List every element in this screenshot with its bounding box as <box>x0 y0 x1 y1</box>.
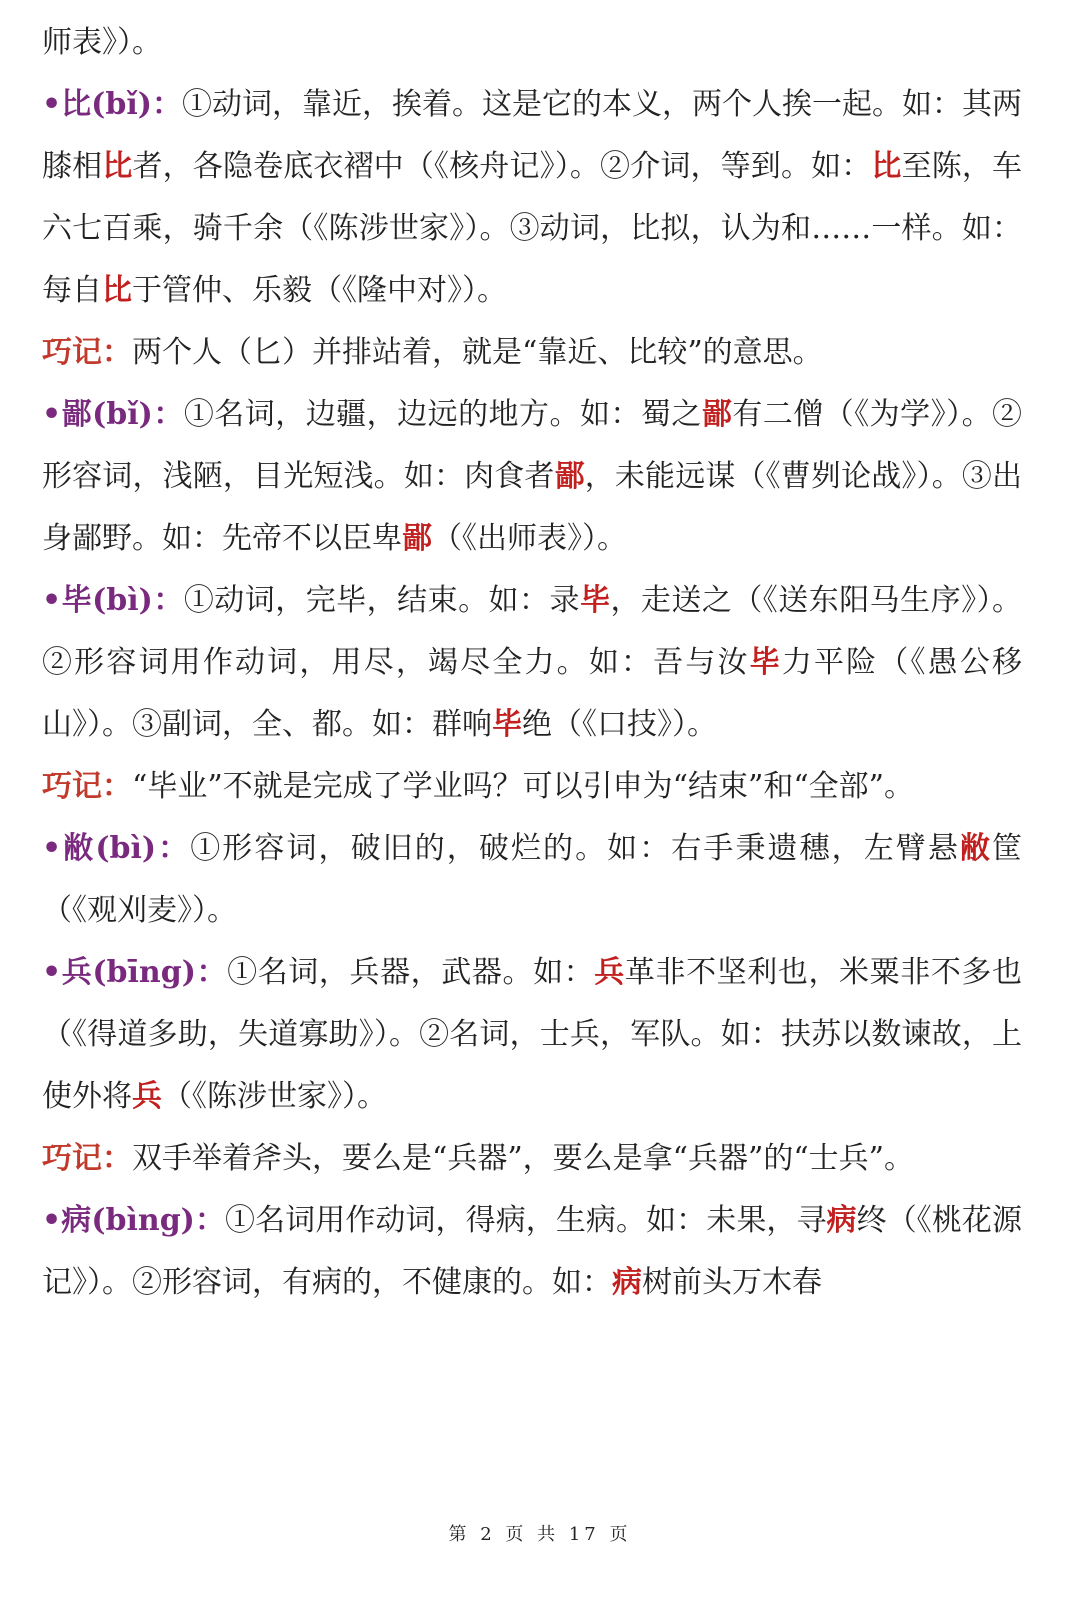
highlighted-word: 毕 <box>492 707 522 742</box>
highlighted-word: 鄙 <box>402 521 432 556</box>
highlighted-word: 病 <box>612 1265 642 1300</box>
entry-headword: •病(bìng)： <box>42 1203 226 1238</box>
document-body <box>42 12 1022 1314</box>
highlighted-word: 兵 <box>594 955 625 990</box>
paragraph <box>42 12 1022 74</box>
paragraph <box>42 756 1022 818</box>
paragraph <box>42 322 1022 384</box>
paragraph-text: ①动词，完毕，结束。如：录 <box>183 583 580 618</box>
highlighted-word: 敝 <box>959 831 993 866</box>
highlighted-word: 鄙 <box>701 397 733 432</box>
paragraph-text: ，走送之（《送东阳马生序》）。②形容词用作动词，用尽，竭尽全力。如：吾与汝 <box>42 583 1023 680</box>
paragraph-text: 力平险（《愚公移山》）。③副词，全、都。如：群响 <box>42 645 1023 742</box>
highlighted-word: 毕 <box>749 645 782 680</box>
paragraph-text: ①形容词，破旧的，破烂的。如：右手秉遗穗，左臂悬 <box>190 831 960 866</box>
paragraph-text: （《陈涉世家》）。 <box>162 1079 387 1114</box>
highlighted-word: 比 <box>871 149 902 184</box>
paragraph-text: 终（《桃花源记》）。②形容词，有病的，不健康的。如： <box>42 1203 1023 1300</box>
memory-tip-label: 巧记： <box>42 769 132 804</box>
entry-headword: •毕(bì)： <box>42 583 184 618</box>
paragraph-text: ，未能远谋（《曹刿论战》）。③出身鄙野。如：先帝不以臣卑 <box>42 459 1023 556</box>
paragraph <box>42 942 1022 1128</box>
entry-headword: •敝(bì)： <box>42 831 191 866</box>
paragraph-text: 至陈，车六七百乘，骑千余（《陈涉世家》）。③动词，比拟，认为和……一样。如：每自 <box>42 149 1023 308</box>
paragraph-text: 筐（《观刈麦》）。 <box>42 831 1023 928</box>
paragraph-text: 于管仲、乐毅（《隆中对》）。 <box>132 273 507 308</box>
entry-headword: •鄙(bǐ)： <box>42 397 184 432</box>
paragraph <box>42 74 1022 322</box>
paragraph-text: （《出师表》）。 <box>432 521 627 556</box>
paragraph-text: ①名词用作动词，得病，生病。如：未果，寻 <box>225 1203 827 1238</box>
paragraph-text: ①名词，兵器，武器。如： <box>227 955 595 990</box>
entry-headword: •兵(bīng)： <box>42 955 228 990</box>
paragraph-text: 双手举着斧头，要么是“兵器”，要么是拿“兵器”的“士兵”。 <box>132 1141 915 1176</box>
paragraph-text: 革非不坚利也，米粟非不多也（《得道多助，失道寡助》）。②名词，士兵，军队。如：扶苏以数谏故，上使外将 <box>42 955 1023 1114</box>
paragraph <box>42 1190 1022 1314</box>
entry-headword: •比(bǐ)： <box>42 87 182 122</box>
paragraph <box>42 1128 1022 1190</box>
highlighted-word: 鄙 <box>554 459 585 494</box>
highlighted-word: 比 <box>102 273 132 308</box>
paragraph-text: ①名词，边疆，边远的地方。如：蜀之 <box>183 397 702 432</box>
paragraph <box>42 384 1022 570</box>
page-footer: 第 2 页 共 17 页 <box>448 1524 632 1545</box>
paragraph-text: “毕业”不就是完成了学业吗？可以引申为“结束”和“全部”。 <box>132 769 915 804</box>
highlighted-word: 病 <box>826 1203 857 1238</box>
paragraph-text: 者，各隐卷底衣褶中（《核舟记》）。②介词，等到。如： <box>132 149 872 184</box>
paragraph-text: 师表》）。 <box>42 25 162 60</box>
highlighted-word: 毕 <box>579 583 611 618</box>
memory-tip-label: 巧记： <box>42 1141 132 1176</box>
paragraph-text: 两个人（匕）并排站着，就是“靠近、比较”的意思。 <box>132 335 823 370</box>
highlighted-word: 比 <box>102 149 133 184</box>
highlighted-word: 兵 <box>132 1079 162 1114</box>
paragraph-text: 树前头万木春 <box>642 1265 822 1300</box>
paragraph-text: 绝（《口技》）。 <box>522 707 717 742</box>
memory-tip-label: 巧记： <box>42 335 132 370</box>
paragraph <box>42 570 1022 756</box>
paragraph-text: ①动词，靠近，挨着。这是它的本义，两个人挨一起。如：其两膝相 <box>42 87 1023 184</box>
paragraph-text: 有二僧（《为学》）。②形容词，浅陋，目光短浅。如：肉食者 <box>42 397 1023 494</box>
paragraph <box>42 818 1022 942</box>
